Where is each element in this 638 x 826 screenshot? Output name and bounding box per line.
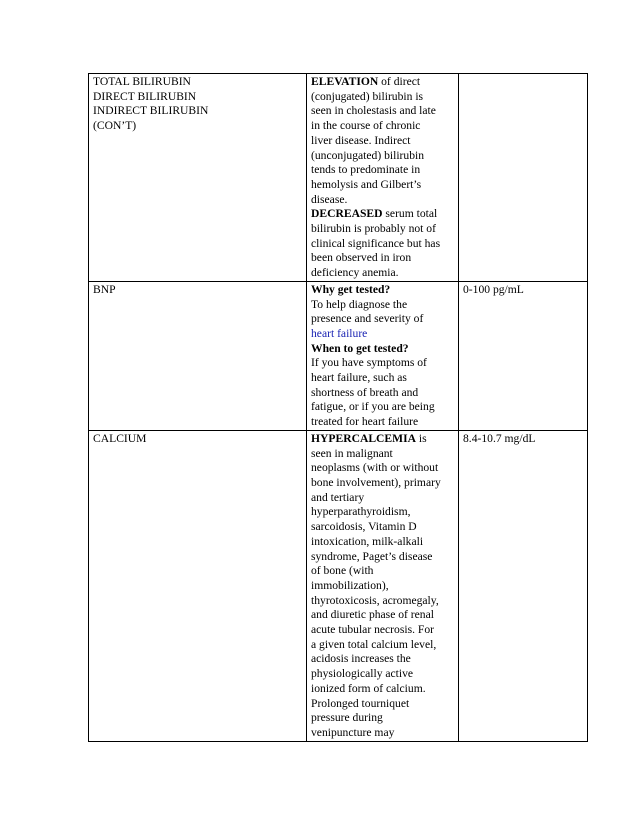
description-text: bilirubin is probably not of xyxy=(311,222,436,236)
description-text: bone involvement), primary xyxy=(311,475,441,489)
description-line xyxy=(311,193,453,208)
description-line xyxy=(311,550,453,565)
description-cell xyxy=(307,74,459,282)
description-text: deficiency anemia. xyxy=(311,266,399,280)
description-text: and tertiary xyxy=(311,490,365,504)
description-text: syndrome, Paget’s disease xyxy=(311,549,433,563)
description-text: neoplasms (with or without xyxy=(311,461,439,475)
description-text: serum total xyxy=(382,207,438,221)
description-text: tends to predominate in xyxy=(311,163,421,177)
description-line xyxy=(311,400,453,415)
description-text: immobilization), xyxy=(311,578,389,592)
table-row xyxy=(89,74,588,282)
description-text: To help diagnose the xyxy=(311,297,408,311)
description-line xyxy=(311,491,453,506)
description-text: (conjugated) bilirubin is xyxy=(311,89,424,103)
description-text: shortness of breath and xyxy=(311,385,419,399)
test-name-line: (CON’T) xyxy=(93,119,137,133)
description-text: been observed in iron xyxy=(311,251,412,265)
description-text: heart failure, such as xyxy=(311,371,407,385)
description-text: presence and severity of xyxy=(311,312,424,326)
description-line xyxy=(311,476,453,491)
description-text: sarcoidosis, Vitamin D xyxy=(311,520,417,534)
description-text: fatigue, or if you are being xyxy=(311,400,435,414)
description-text: thyrotoxicosis, acromegaly, xyxy=(311,593,439,607)
reference-range-cell: 0-100 pg/mL xyxy=(459,281,588,430)
description-line xyxy=(311,283,453,298)
description-line xyxy=(311,90,453,105)
description-text: physiologically active xyxy=(311,667,414,681)
description-line xyxy=(311,266,453,281)
description-text: of direct xyxy=(378,75,421,88)
description-line xyxy=(311,564,453,579)
description-text: seen in malignant xyxy=(311,446,393,460)
bold-term: Why get tested? xyxy=(311,282,391,296)
test-name-line: CALCIUM xyxy=(93,431,147,445)
table-row xyxy=(89,281,588,430)
description-line xyxy=(311,697,453,712)
description-line xyxy=(311,75,453,90)
bold-term: HYPERCALCEMIA xyxy=(311,431,416,445)
description-line xyxy=(311,104,453,119)
description-line xyxy=(311,638,453,653)
description-line xyxy=(311,119,453,134)
description-line xyxy=(311,342,453,357)
reference-range-cell xyxy=(459,74,588,282)
description-line xyxy=(311,415,453,430)
description-text: is xyxy=(416,431,427,445)
description-line xyxy=(311,623,453,638)
description-line xyxy=(311,134,453,149)
lab-values-table xyxy=(88,73,588,742)
description-line xyxy=(311,312,453,327)
description-text: Prolonged tourniquet xyxy=(311,696,410,710)
description-text: treated for heart failure xyxy=(311,415,419,429)
description-line xyxy=(311,356,453,371)
description-line xyxy=(311,251,453,266)
reference-range-cell: 8.4-10.7 mg/dL xyxy=(459,430,588,741)
description-cell xyxy=(307,430,459,741)
description-line xyxy=(311,237,453,252)
description-text: clinical significance but has xyxy=(311,236,441,250)
description-text: of bone (with xyxy=(311,564,374,578)
description-line xyxy=(311,447,453,462)
test-name-line: DIRECT BILIRUBIN xyxy=(93,89,197,103)
description-line xyxy=(311,608,453,623)
test-name-line: INDIRECT BILIRUBIN xyxy=(93,104,209,118)
bold-term: When to get tested? xyxy=(311,341,409,355)
description-line xyxy=(311,682,453,697)
description-line xyxy=(311,520,453,535)
description-line xyxy=(311,579,453,594)
description-line xyxy=(311,535,453,550)
description-line xyxy=(311,298,453,313)
test-name-cell xyxy=(89,430,307,741)
description-text: acute tubular necrosis. For xyxy=(311,623,434,637)
description-line xyxy=(311,652,453,667)
description-line xyxy=(311,163,453,178)
description-text: acidosis increases the xyxy=(311,652,411,666)
description-text: venipuncture may xyxy=(311,725,395,739)
test-name-cell xyxy=(89,281,307,430)
description-line xyxy=(311,149,453,164)
description-line xyxy=(311,726,453,741)
description-text: If you have symptoms of xyxy=(311,356,427,370)
heart-failure-link[interactable]: heart failure xyxy=(311,326,368,340)
description-line xyxy=(311,594,453,609)
description-line xyxy=(311,327,453,342)
description-cell xyxy=(307,281,459,430)
description-line xyxy=(311,432,453,447)
description-text: intoxication, milk-alkali xyxy=(311,534,424,548)
description-text: hemolysis and Gilbert’s xyxy=(311,177,422,191)
test-name-cell xyxy=(89,74,307,282)
description-line xyxy=(311,461,453,476)
test-name-line: BNP xyxy=(93,282,116,296)
description-text: ionized form of calcium. xyxy=(311,681,426,695)
description-text: in the course of chronic xyxy=(311,119,421,133)
description-line xyxy=(311,711,453,726)
description-text: a given total calcium level, xyxy=(311,637,437,651)
description-line xyxy=(311,371,453,386)
description-line xyxy=(311,667,453,682)
bold-term: ELEVATION xyxy=(311,75,379,88)
description-text: liver disease. Indirect xyxy=(311,133,411,147)
description-line xyxy=(311,178,453,193)
description-line xyxy=(311,505,453,520)
bold-term: DECREASED xyxy=(311,207,383,221)
description-line xyxy=(311,222,453,237)
description-text: and diuretic phase of renal xyxy=(311,608,434,622)
test-name-line: TOTAL BILIRUBIN xyxy=(93,75,191,88)
description-text: seen in cholestasis and late xyxy=(311,104,436,118)
description-text: (unconjugated) bilirubin xyxy=(311,148,425,162)
description-text: disease. xyxy=(311,192,348,206)
description-text: hyperparathyroidism, xyxy=(311,505,411,519)
description-text: pressure during xyxy=(311,711,383,725)
description-line xyxy=(311,207,453,222)
description-line xyxy=(311,386,453,401)
table-row xyxy=(89,430,588,741)
